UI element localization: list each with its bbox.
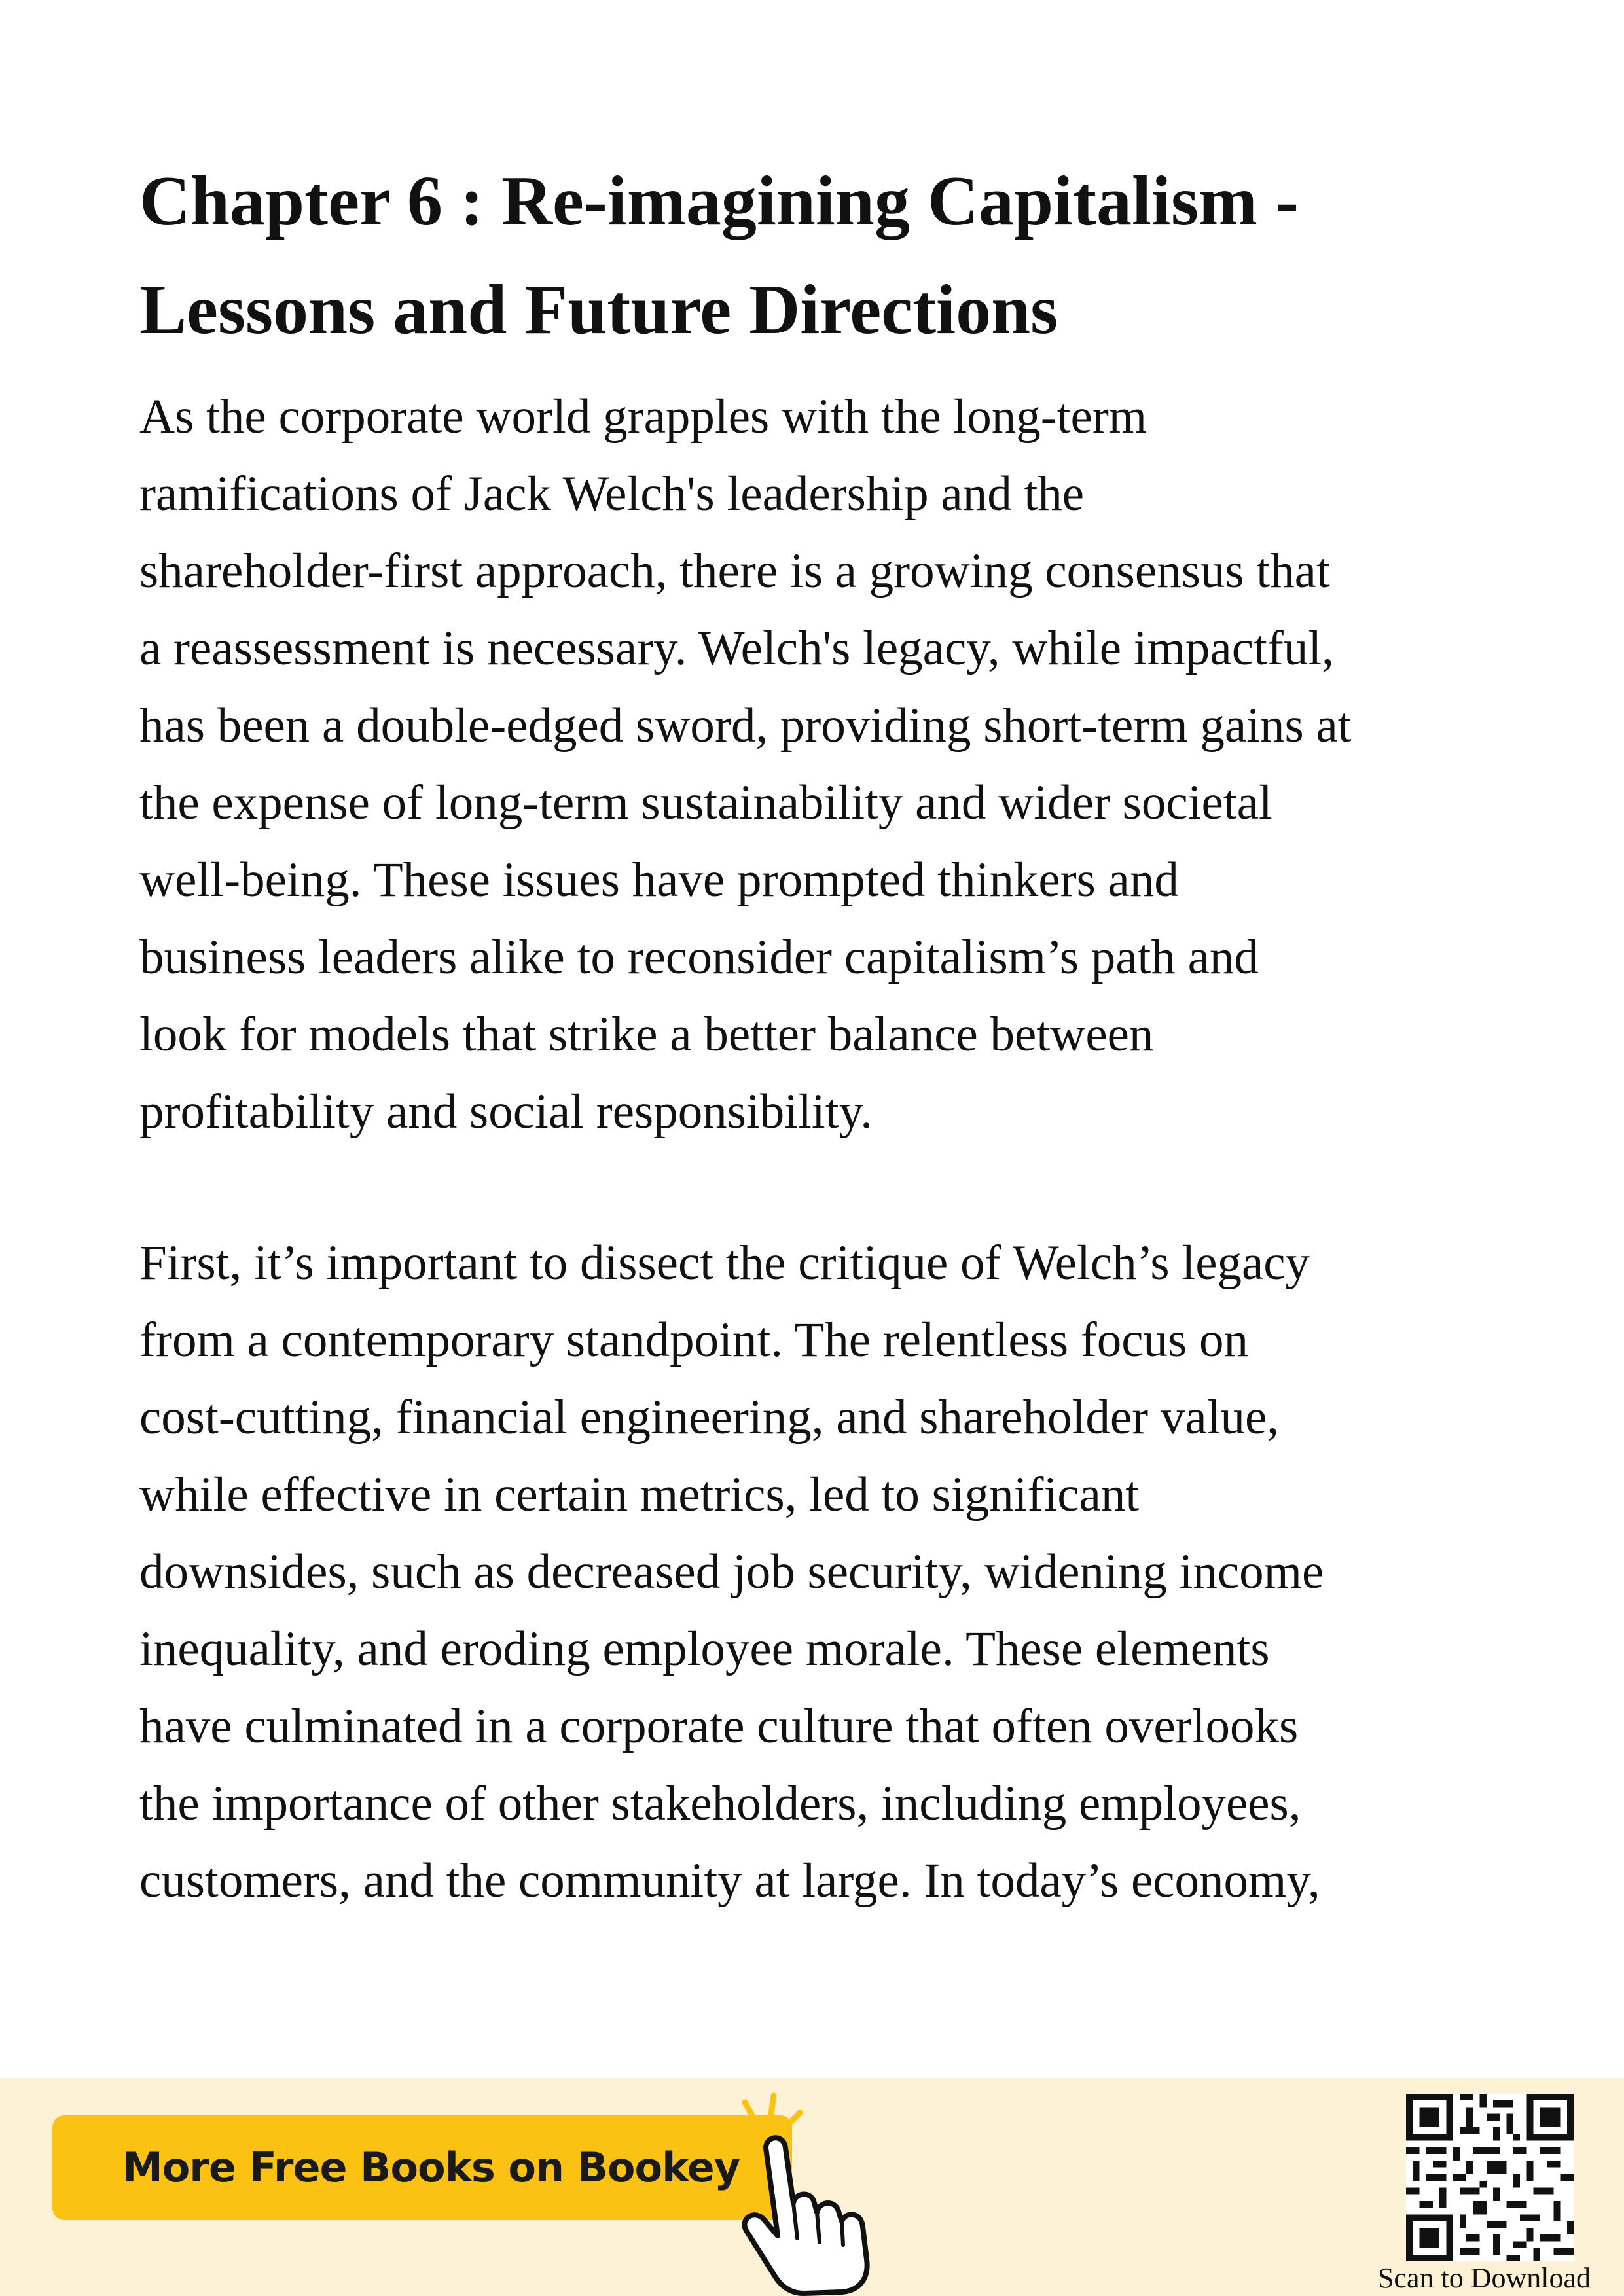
chapter-title-line: Chapter 6 : Re-imagining Capitalism - [139,162,1299,240]
text-line: a reassessment is necessary. Welch's legacy, while impactful, [139,621,1334,675]
more-free-books-button[interactable]: More Free Books on Bookey [52,2115,792,2220]
text-line: business leaders alike to reconsider capitalism’s path and [139,930,1259,984]
text-line: well-being. These issues have prompted thinkers and [139,853,1179,907]
text-line: As the corporate world grapples with the long-term [139,389,1147,444]
text-line: look for models that strike a better balance between [139,1007,1154,1062]
pointing-hand-icon [720,2088,890,2296]
chapter-title-line: Lessons and Future Directions [139,271,1058,349]
text-line: shareholder-first approach, there is a growing consensus that [139,544,1330,598]
text-line: has been a double-edged sword, providing short-term gains at [139,698,1352,753]
text-line: cost-cutting, financial engineering, and shareholder value, [139,1390,1280,1444]
chapter-title [139,147,1514,365]
footer-banner [0,2078,1624,2296]
text-line: have culminated in a corporate culture that often overlooks [139,1699,1299,1753]
body-paragraph [139,1225,1324,1920]
text-line: profitability and social responsibility. [139,1085,873,1139]
text-line: the expense of long-term sustainability and wider societal [139,776,1272,830]
text-line: downsides, such as decreased job security, widening income [139,1545,1324,1599]
text-line: customers, and the community at large. In today’s economy, [139,1854,1320,1908]
qr-code-icon [1406,2094,1574,2261]
text-line: ramifications of Jack Welch's leadership and the [139,467,1085,521]
scan-to-download-caption: Scan to Download [1377,2262,1591,2294]
text-line: First, it’s important to dissect the critique of Welch’s legacy [139,1236,1310,1290]
text-line: from a contemporary standpoint. The relentless focus on [139,1313,1248,1367]
body-paragraph [139,378,1352,1151]
text-line: inequality, and eroding employee morale. These elements [139,1622,1270,1676]
text-line: while effective in certain metrics, led to significant [139,1467,1140,1522]
text-line: the importance of other stakeholders, including employees, [139,1776,1301,1831]
